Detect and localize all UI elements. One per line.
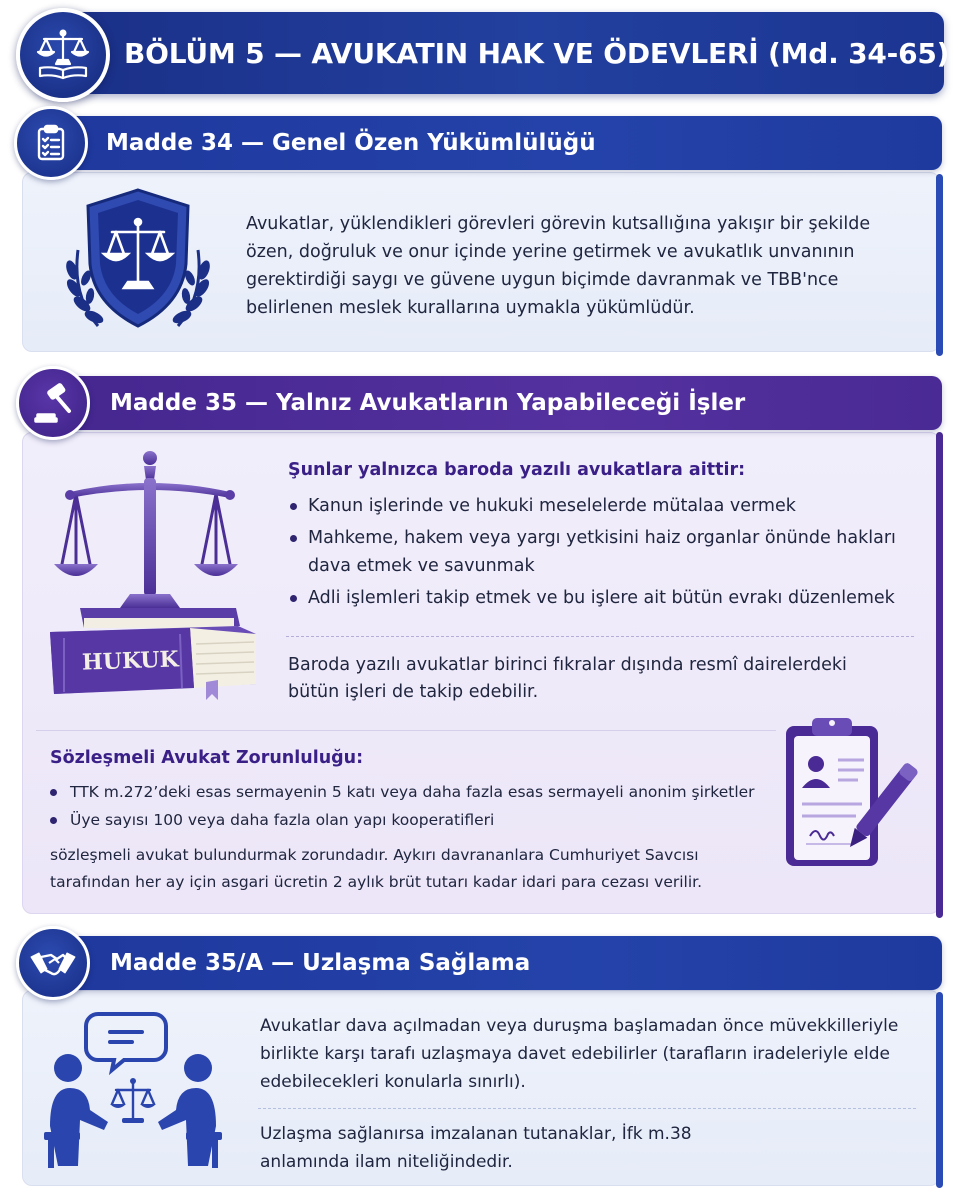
book-label: HUKUK bbox=[81, 646, 180, 676]
contract-list bbox=[48, 778, 768, 834]
scales-on-book-icon bbox=[16, 8, 110, 102]
section-35-edge bbox=[936, 432, 943, 918]
gavel-icon bbox=[16, 366, 90, 440]
section-34-edge bbox=[936, 174, 943, 356]
page-title: BÖLÜM 5 — AVUKATIN HAK VE ÖDEVLERİ (Md. 34-65) bbox=[124, 36, 950, 70]
shield-scales-laurel-icon bbox=[58, 186, 218, 338]
list-item: TTK m.272’deki esas sermayenin 5 katı veya daha fazla esas sermayeli anonim şirketler bbox=[48, 778, 768, 806]
contract-divider bbox=[36, 730, 776, 731]
section-34-title: Madde 34 — Genel Özen Yükümlülüğü bbox=[106, 130, 596, 156]
list-item: Kanun işlerinde ve hukuki meselelerde mütalaa vermek bbox=[288, 492, 898, 520]
contract-title: Sözleşmeli Avukat Zorunluluğu: bbox=[50, 748, 364, 768]
section-35-title: Madde 35 — Yalnız Avukatların Yapabileceği İşler bbox=[110, 390, 746, 416]
section-35a-edge bbox=[936, 992, 943, 1188]
section-35a-title: Madde 35/A — Uzlaşma Sağlama bbox=[110, 950, 531, 976]
section-34-text: Avukatlar, yüklendikleri görevleri görevin kutsallığına yakışır bir şekilde özen, doğruluk ve onur içinde yerine getirmek ve avukatlık unvanının gerektirdiği saygı ve güvene uygun biçimde davranmak ve TBB'nce belirlenen meslek kurallarına uymakla yükümlüdür. bbox=[246, 214, 871, 318]
list-item: Üye sayısı 100 veya daha fazla olan yapı kooperatifleri bbox=[48, 806, 768, 834]
section-35a-text: Avukatlar dava açılmadan veya duruşma başlamadan önce müvekkilleriyle birlikte karşı tarafı uzlaşmaya davet edebilirler (tarafların iradeleriyle elde edebilecekleri konularla sınırlı). bbox=[260, 1016, 899, 1092]
clipboard-checklist-icon bbox=[14, 106, 88, 180]
section-35a-divider bbox=[258, 1108, 916, 1109]
section-35a-note: Uzlaşma sağlanırsa imzalanan tutanaklar, İfk m.38 anlamında ilam niteliğindedir. bbox=[260, 1124, 692, 1172]
section-35-divider bbox=[286, 636, 914, 637]
list-item: Adli işlemleri takip etmek ve bu işlere ait bütün evrakı düzenlemek bbox=[288, 584, 898, 612]
section-35-note: Baroda yazılı avukatlar birinci fıkralar dışında resmî dairelerdeki bütün işleri de takip edebilir. bbox=[288, 655, 847, 702]
contract-text: sözleşmeli avukat bulundurmak zorundadır. Aykırı davrananlara Cumhuriyet Savcısı tarafından her ay için asgari ücretin 2 aylık brüt tutarı kadar idari para cezası verilir. bbox=[50, 846, 703, 891]
section-35-intro: Şunlar yalnızca baroda yazılı avukatlara aittir: bbox=[288, 460, 746, 480]
list-item: Mahkeme, hakem veya yargı yetkisini haiz organlar önünde hakları dava etmek ve savunmak bbox=[288, 524, 898, 580]
handshake-icon bbox=[16, 926, 90, 1000]
mediation-people-icon bbox=[38, 1006, 228, 1176]
section-35-list bbox=[288, 492, 898, 612]
clipboard-contract-pen-icon bbox=[778, 712, 918, 872]
